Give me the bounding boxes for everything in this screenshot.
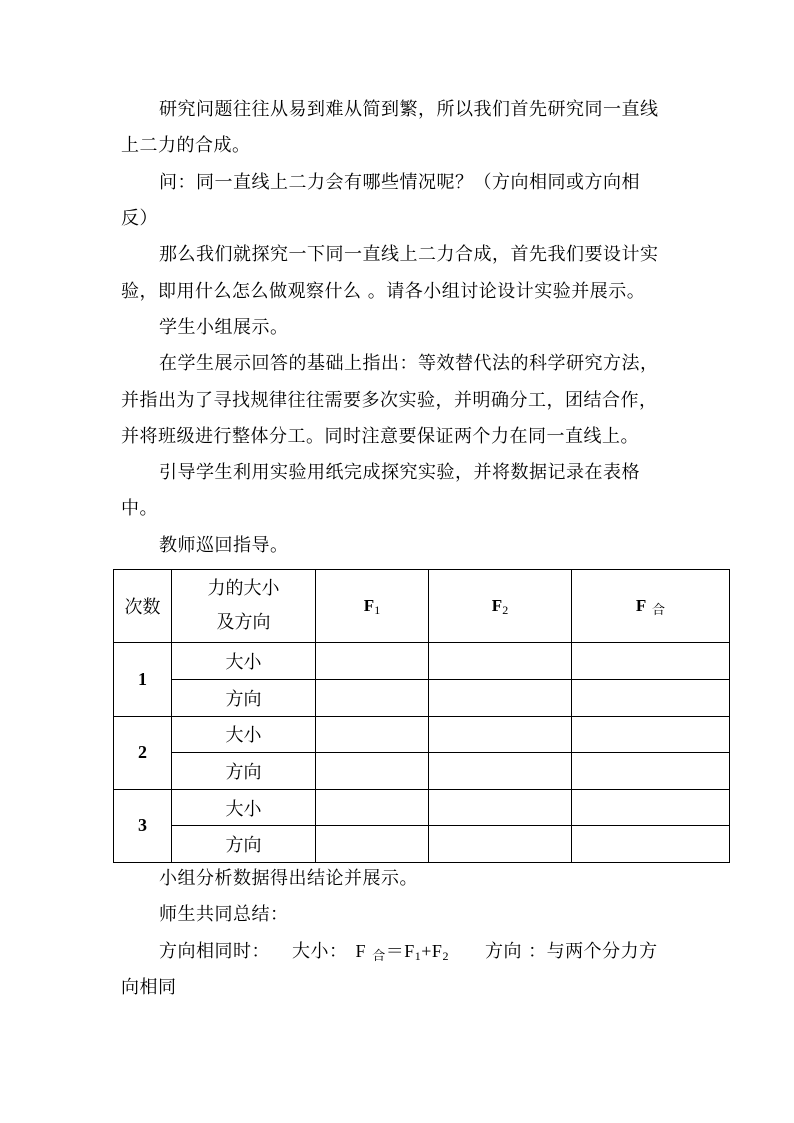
row-direction-label: 方向 bbox=[172, 679, 316, 716]
table-row bbox=[114, 679, 730, 716]
header-count-label: 次数 bbox=[124, 597, 161, 619]
header-count bbox=[114, 570, 172, 643]
table-header-row bbox=[114, 570, 730, 643]
table-row bbox=[114, 789, 730, 826]
header-fsum bbox=[572, 570, 730, 643]
summary-line bbox=[159, 939, 658, 969]
paragraph-line: 问：同一直线上二力会有哪些情况呢？（方向相同或方向相 bbox=[159, 172, 640, 193]
paragraph-line: 并指出为了寻找规律往往需要多次实验，并明确分工，团结合作， bbox=[121, 390, 658, 411]
table-row bbox=[114, 826, 730, 863]
row-direction-label: 方向 bbox=[172, 753, 316, 790]
trial-number: 2 bbox=[114, 716, 172, 789]
paragraph-line: 中。 bbox=[121, 498, 158, 519]
paragraph-line: 在学生展示回答的基础上指出：等效替代法的科学研究方法， bbox=[159, 353, 659, 374]
table-row bbox=[114, 753, 730, 790]
paragraph-line: 并将班级进行整体分工。同时注意要保证两个力在同一直线上。 bbox=[121, 426, 639, 447]
cell-empty bbox=[316, 716, 429, 753]
paragraph-line: 研究问题往往从易到难从简到繁，所以我们首先研究同一直线 bbox=[159, 99, 659, 120]
cell-empty bbox=[572, 826, 730, 863]
cell-empty bbox=[316, 643, 429, 680]
cell-empty bbox=[429, 789, 572, 826]
paragraph-line: 验，即用什么怎么做观察什么 。请各小组讨论设计实验并展示。 bbox=[121, 281, 646, 302]
summary-size-label: 大小： bbox=[292, 941, 348, 962]
paragraph-line: 学生小组展示。 bbox=[159, 317, 289, 338]
table-row bbox=[114, 643, 730, 680]
header-force bbox=[172, 570, 316, 643]
cell-empty bbox=[316, 826, 429, 863]
fsum-label: F bbox=[635, 595, 647, 615]
row-size-label: 大小 bbox=[172, 643, 316, 680]
header-f1 bbox=[316, 570, 429, 643]
summary-direction: 方向 ：与两个分力方 bbox=[484, 941, 658, 962]
row-size-label: 大小 bbox=[172, 789, 316, 826]
cell-empty bbox=[429, 716, 572, 753]
formula-eq: ＝F bbox=[385, 941, 415, 961]
cell-empty bbox=[429, 753, 572, 790]
header-force-line1: 力的大小 bbox=[207, 578, 280, 600]
header-f2 bbox=[429, 570, 572, 643]
header-force-line2: 及方向 bbox=[216, 612, 271, 634]
trial-number: 1 bbox=[114, 643, 172, 716]
cell-empty bbox=[572, 789, 730, 826]
table-row bbox=[114, 716, 730, 753]
paragraph-line: 小组分析数据得出结论并展示。 bbox=[159, 868, 418, 889]
summary-same-direction: 方向相同时： bbox=[159, 941, 270, 962]
paragraph-line: 引导学生利用实验用纸完成探究实验，并将数据记录在表格 bbox=[159, 462, 640, 483]
f1-subscript: 1 bbox=[374, 602, 381, 617]
cell-empty bbox=[572, 643, 730, 680]
paragraph-line: 向相同 bbox=[121, 977, 177, 998]
f1-label: F bbox=[363, 595, 375, 615]
formula-sub2: 2 bbox=[442, 949, 449, 963]
cell-empty bbox=[429, 826, 572, 863]
data-table bbox=[113, 569, 730, 863]
cell-empty bbox=[429, 679, 572, 716]
cell-empty bbox=[572, 753, 730, 790]
cell-empty bbox=[572, 679, 730, 716]
formula-sub-he: 合 bbox=[372, 949, 386, 964]
formula-f: F bbox=[355, 941, 367, 961]
f2-label: F bbox=[491, 595, 503, 615]
formula-sub1: 1 bbox=[414, 949, 422, 963]
cell-empty bbox=[316, 789, 429, 826]
f2-subscript: 2 bbox=[502, 602, 509, 617]
paragraph-line: 师生共同总结： bbox=[159, 904, 289, 925]
row-size-label: 大小 bbox=[172, 716, 316, 753]
cell-empty bbox=[316, 679, 429, 716]
paragraph-line: 教师巡回指导。 bbox=[159, 535, 289, 556]
paragraph-line: 那么我们就探究一下同一直线上二力合成，首先我们要设计实 bbox=[159, 244, 659, 265]
formula-plus: +F bbox=[421, 941, 443, 961]
paragraph-line: 反） bbox=[121, 208, 158, 229]
cell-empty bbox=[316, 753, 429, 790]
row-direction-label: 方向 bbox=[172, 826, 316, 863]
paragraph-line: 上二力的合成。 bbox=[121, 135, 251, 156]
cell-empty bbox=[429, 643, 572, 680]
cell-empty bbox=[572, 716, 730, 753]
fsum-subscript: 合 bbox=[652, 602, 666, 618]
trial-number: 3 bbox=[114, 789, 172, 862]
